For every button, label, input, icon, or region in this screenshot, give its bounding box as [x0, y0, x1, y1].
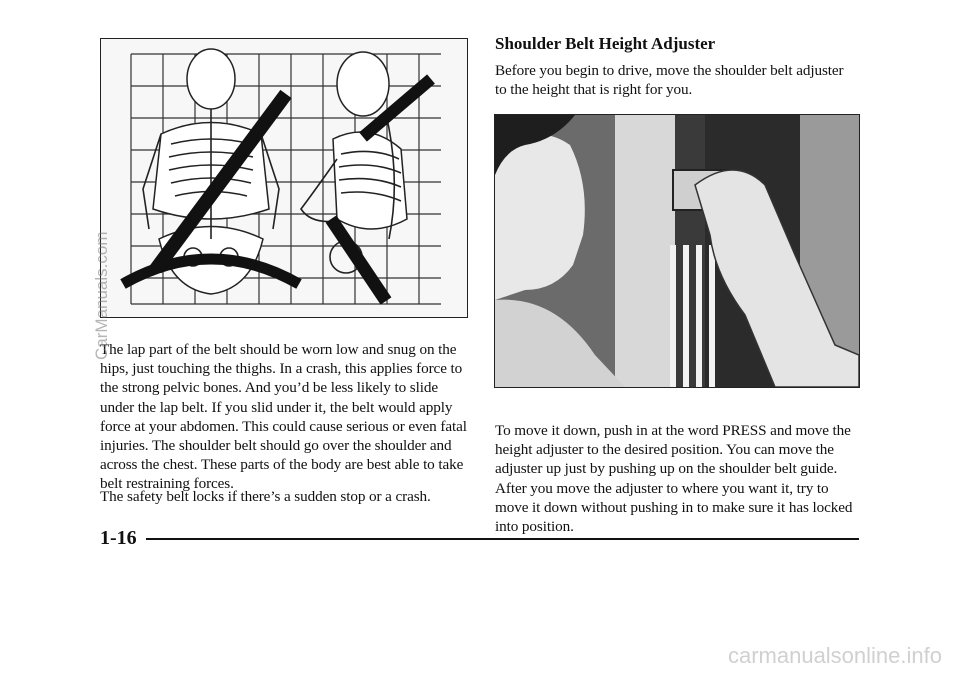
adjuster-instructions-paragraph: To move it down, push in at the word PRESS and move the height adjuster to the desired position. You can move the adjuster up just by pushing up on the shoulder belt guide. After you move the adjuster to where you want it, try to move it down without pushing in to make sure it has locked into position. [495, 422, 853, 536]
page-number: 1-16 [100, 527, 137, 549]
footer-rule [146, 538, 859, 540]
height-adjuster-photo [494, 114, 860, 388]
intro-paragraph: Before you begin to drive, move the shoulder belt adjuster to the height that is right for you. [495, 62, 844, 99]
section-heading: Shoulder Belt Height Adjuster [495, 34, 716, 53]
belt-locks-paragraph: The safety belt locks if there’s a sudden stop or a crash. [100, 488, 431, 505]
lap-belt-paragraph: The lap part of the belt should be worn low and snug on the hips, just touching the thighs. In a crash, this applies force to the strong pelvic bones. And you’d be less likely to slide under the lap belt. If you slid under it, the belt would apply force at your abdomen. This could cause serious or even fatal injuries. The shoulder belt should go over the shoulder and across the chest. These parts of the body are best able to take belt restraining forces. [100, 341, 467, 493]
bottom-watermark: carmanualsonline.info [727, 643, 942, 668]
side-watermark: CarManuals.com [92, 231, 111, 360]
skeleton-seatbelt-illustration [100, 38, 468, 318]
